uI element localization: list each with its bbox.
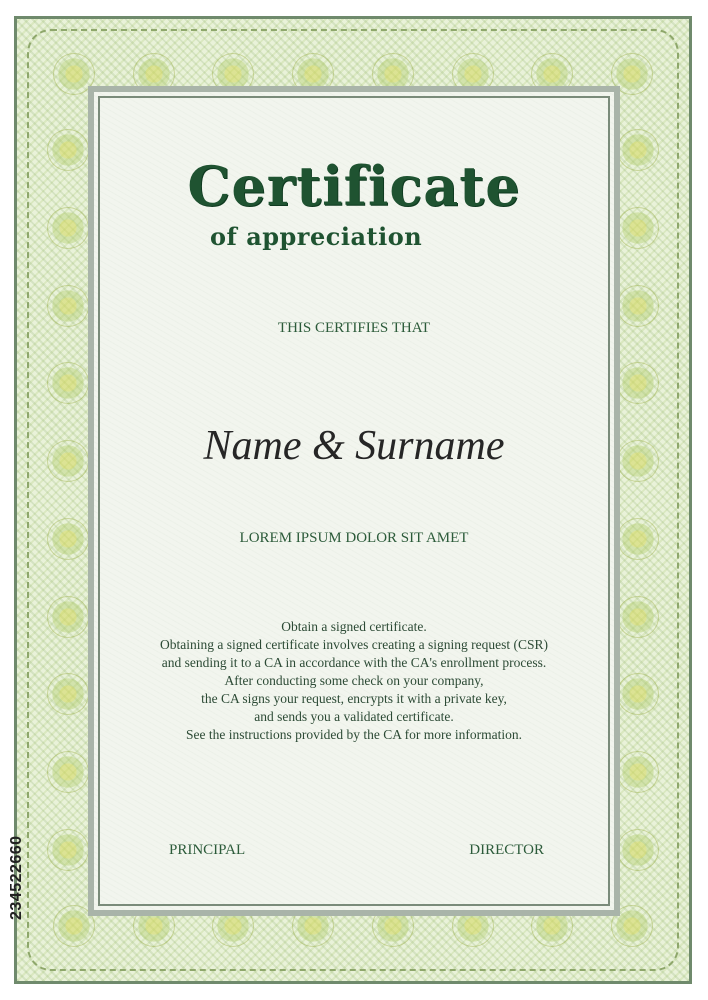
body-paragraph [114,618,594,744]
rosette-ornament [47,829,89,871]
body-line: After conducting some check on your company, [224,673,484,688]
rosette-ornament [47,518,89,560]
body-line: Obtaining a signed certificate involves creating a signing request (CSR) [159,637,549,652]
rosette-ornament [47,596,89,638]
certifies-heading: THIS CERTIFIES THAT [277,320,431,336]
left-rosette-column [47,129,89,871]
rosette-ornament [47,207,89,249]
body-line: and sending it to a CA in accordance with the CA's enrollment process. [161,655,547,670]
right-rosette-column [617,129,659,871]
rosette-ornament [617,518,659,560]
rosette-ornament [47,751,89,793]
rosette-ornament [617,596,659,638]
rosette-ornament [47,129,89,171]
rosette-ornament [617,129,659,171]
body-line: and sends you a validated certificate. [254,709,454,724]
rosette-ornament [47,362,89,404]
certificate-subtitle: of appreciation [210,222,423,251]
tagline: LOREM IPSUM DOLOR SIT AMET [239,530,469,546]
body-line: the CA signs your request, encrypts it with a private key, [201,691,507,706]
stock-id-watermark: 234522660 [8,835,25,920]
rosette-ornament [617,673,659,715]
recipient-name: Name & Surname [203,423,505,469]
certificate-panel [88,86,620,916]
rosette-ornament [617,362,659,404]
director-signature-label: DIRECTOR [469,842,544,858]
rosette-ornament [617,751,659,793]
certificate-title: Certificate [187,154,521,218]
body-line: See the instructions provided by the CA for more information. [186,727,522,742]
rosette-ornament [47,673,89,715]
rosette-ornament [617,440,659,482]
rosette-ornament [617,829,659,871]
rosette-ornament [617,207,659,249]
rosette-ornament [47,440,89,482]
rosette-ornament [47,285,89,327]
principal-signature-label: PRINCIPAL [169,842,246,858]
body-line: Obtain a signed certificate. [281,619,427,634]
rosette-ornament [617,285,659,327]
